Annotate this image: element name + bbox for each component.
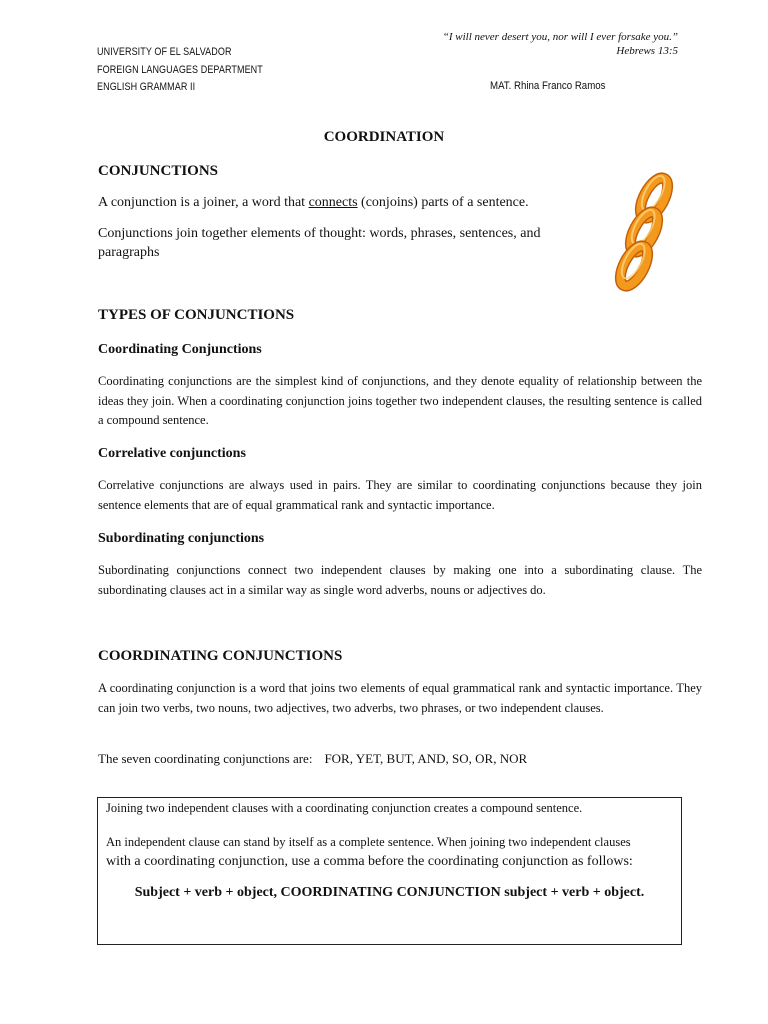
correlative-subheading: Correlative conjunctions — [98, 446, 246, 461]
conjunctions-heading: CONJUNCTIONS — [98, 163, 219, 179]
intro-line-2: Conjunctions join together elements of thought: words, phrases, sentences, and — [98, 226, 541, 241]
seven-conjunctions-line — [98, 751, 527, 767]
compound-sentence-formula: Subject + verb + object, COORDINATING CONJUNCTION subject + verb + object. — [134, 885, 645, 900]
seven-label: The seven coordinating conjunctions are: — [98, 751, 313, 766]
department-name: FOREIGN LANGUAGES DEPARTMENT — [97, 63, 263, 76]
quote-text: “I will never desert you, nor will I ever forsake you.” — [442, 31, 678, 43]
coordinating-definition: A coordinating conjunction is a word that joins two elements of equal grammatical rank and syntactic importance. They can join two verbs, two nouns, two adjectives, two adverbs, two phrases, or two independent clauses. — [98, 681, 702, 715]
subordinating-paragraph: Subordinating conjunctions connect two independent clauses by making one into a subordinating clause. The subordinating clauses act in a similar way as single word adverbs, nouns or adjectives do. — [98, 563, 702, 597]
quote-reference: Hebrews 13:5 — [616, 45, 678, 57]
teacher-name: MAT. Rhina Franco Ramos — [490, 80, 606, 92]
subordinating-subheading: Subordinating conjunctions — [98, 531, 265, 546]
university-name: UNIVERSITY OF EL SALVADOR — [97, 46, 232, 58]
course-name: ENGLISH GRAMMAR II — [97, 81, 196, 93]
correlative-paragraph: Correlative conjunctions are always used in pairs. They are similar to coordinating conjunctions because they join sentence elements that are of equal grammatical rank and syntactic importance. — [98, 478, 702, 512]
intro-line-1: A conjunction is a joiner, a word that connects (conjoins) parts of a sentence. — [98, 195, 529, 210]
box-paragraph-1: Joining two independent clauses with a coordinating conjunction creates a compound sentence. — [106, 801, 583, 815]
institution-header — [97, 44, 263, 97]
coordinating-paragraph: Coordinating conjunctions are the simplest kind of conjunctions, and they denote equality of relationship between the ideas they join. When a coordinating conjunction joins together two independent clauses, the resulting sentence is called a compound sentence. — [98, 374, 702, 427]
chain-link-icon — [610, 168, 680, 298]
page-title: COORDINATION — [323, 129, 445, 145]
types-heading: TYPES OF CONJUNCTIONS — [98, 307, 295, 323]
bible-quote — [443, 30, 678, 58]
coordinating-subheading: Coordinating Conjunctions — [98, 342, 262, 357]
underlined-word: connects — [308, 195, 358, 210]
seven-list: FOR, YET, BUT, AND, SO, OR, NOR — [324, 751, 528, 766]
box-paragraph-2: An independent clause can stand by itself as a complete sentence. When joining two independent clauses with a coordinating conjunction, use a comma before the coordinating conjunction as follows: — [106, 835, 633, 869]
intro-line-3: paragraphs — [98, 245, 160, 260]
coordinating-conjunctions-heading: COORDINATING CONJUNCTIONS — [98, 648, 343, 664]
